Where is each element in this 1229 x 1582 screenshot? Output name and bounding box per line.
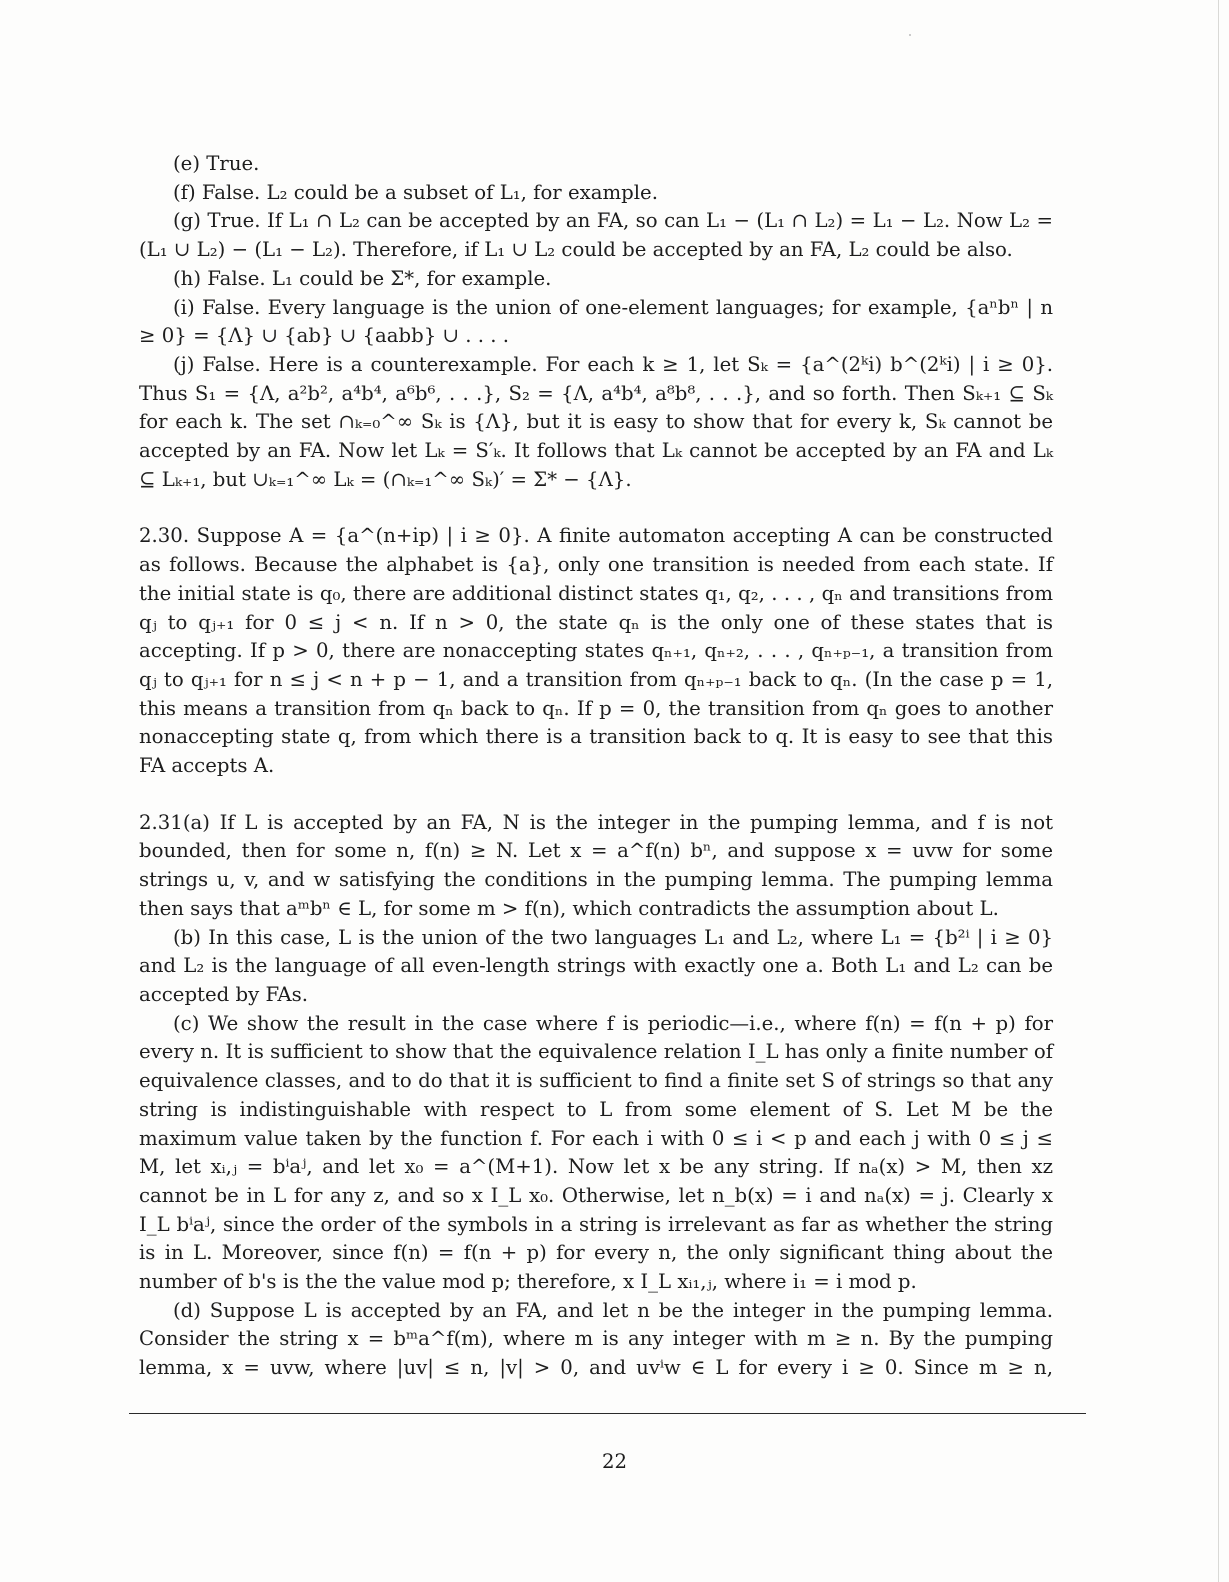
exercise-2-30: 2.30. Suppose A = {a^(n+ip) | i ≥ 0}. A finite automaton accepting A can be constructed as follows. Because the alphabet is {a}, only one transition is needed from each state. If the initial state is q₀, there are additional distinct states q₁, q₂, . . . , qₙ and transitions from qⱼ to qⱼ₊₁ for 0 ≤ j < n. If n > 0, the state qₙ is the only one of these states that is accepting. If p > 0, there are nonaccepting states qₙ₊₁, qₙ₊₂, . . . , qₙ₊ₚ₋₁, a transition from qⱼ to qⱼ₊₁ for n ≤ j < n + p − 1, and a transition from qₙ₊ₚ₋₁ back to qₙ. (In the case p = 1, this means a transition from qₙ back to qₙ. If p = 0, the transition from qₙ goes to another nonaccepting state q, from which there is a transition back to q. It is easy to see that this FA accepts A.	[139, 524, 1053, 778]
paragraph-h: (h) False. L₁ could be Σ*, for example.	[173, 266, 552, 290]
page-number: 22	[601, 1450, 628, 1473]
exercise-2-31a: 2.31(a) If L is accepted by an FA, N is the integer in the pumping lemma, and f is not bounded, then for some n, f(n) ≥ N. Let x = a^f(n) bⁿ, and suppose x = uvw for some strings u, v, and w satisfying the conditions in the pumping lemma. The pumping lemma then says that aᵐbⁿ ∈ L, for some m > f(n), which contradicts the assumption about L.	[139, 810, 1053, 920]
exercise-2-31b: (b) In this case, L is the union of the two languages L₁ and L₂, where L₁ = {b²ⁱ | i ≥ 0} and L₂ is the language of all even-length strings with exactly one a. Both L₁ and L₂ can be accepted by FAs.	[139, 925, 1053, 1006]
scan-speck	[909, 34, 911, 36]
scan-edge-line	[1218, 0, 1219, 1582]
paragraph-f: (f) False. L₂ could be a subset of L₁, for example.	[173, 180, 658, 204]
paragraph-j: (j) False. Here is a counterexample. For each k ≥ 1, let Sₖ = {a^(2ᵏi) b^(2ᵏi) | i ≥ 0}. Thus S₁ = {Λ, a²b², a⁴b⁴, a⁶b⁶, . . .}, S₂ = {Λ, a⁴b⁴, a⁸b⁸, . . .}, and so forth. Then Sₖ₊₁ ⊆ Sₖ for each k. The set ∩ₖ₌₀^∞ Sₖ is {Λ}, but it is easy to show that for every k, Sₖ cannot be accepted by an FA. Now let Lₖ = S′ₖ. It follows that Lₖ cannot be accepted by an FA and Lₖ ⊆ Lₖ₊₁, but ∪ₖ₌₁^∞ Lₖ = (∩ₖ₌₁^∞ Sₖ)′ = Σ* − {Λ}.	[139, 352, 1053, 491]
text-column	[139, 150, 1053, 1383]
exercise-2-31c: (c) We show the result in the case where f is periodic—i.e., where f(n) = f(n + p) for every n. It is sufficient to show that the equivalence relation I_L has only a finite number of equivalence classes, and to do that it is sufficient to find a finite set S of strings so that any string is indistinguishable with respect to L from some element of S. Let M be the maximum value taken by the function f. For each i with 0 ≤ i < p and each j with 0 ≤ j ≤ M, let xᵢ,ⱼ = bⁱaʲ, and let x₀ = a^(M+1). Now let x be any string. If nₐ(x) > M, then xz cannot be in L for any z, and so x I_L x₀. Otherwise, let n_b(x) = i and nₐ(x) = j. Clearly x I_L bⁱaʲ, since the order of the symbols in a string is irrelevant as far as whether the string is in L. Moreover, since f(n) = f(n + p) for every n, the only significant thing about the number of b's is the the value mod p; therefore, x I_L xᵢ₁,ⱼ, where i₁ = i mod p.	[139, 1011, 1053, 1294]
exercise-2-31d: (d) Suppose L is accepted by an FA, and let n be the integer in the pumping lemma. Consider the string x = bᵐa^f(m), where m is any integer with m ≥ n. By the pumping lemma, x = uvw, where |uv| ≤ n, |v| > 0, and uvⁱw ∈ L for every i ≥ 0. Since m ≥ n,	[139, 1298, 1053, 1380]
paragraph-e: (e) True.	[173, 152, 260, 175]
paragraph-i: (i) False. Every language is the union of one-element languages; for example, {aⁿbⁿ | n ≥ 0} = {Λ} ∪ {ab} ∪ {aabb} ∪ . . . .	[139, 295, 1053, 348]
paragraph-g: (g) True. If L₁ ∩ L₂ can be accepted by an FA, so can L₁ − (L₁ ∩ L₂) = L₁ − L₂. Now L₂ = (L₁ ∪ L₂) − (L₁ − L₂). Therefore, if L₁ ∪ L₂ could be accepted by an FA, L₂ could be also.	[139, 209, 1053, 262]
bottom-rule	[129, 1413, 1086, 1414]
